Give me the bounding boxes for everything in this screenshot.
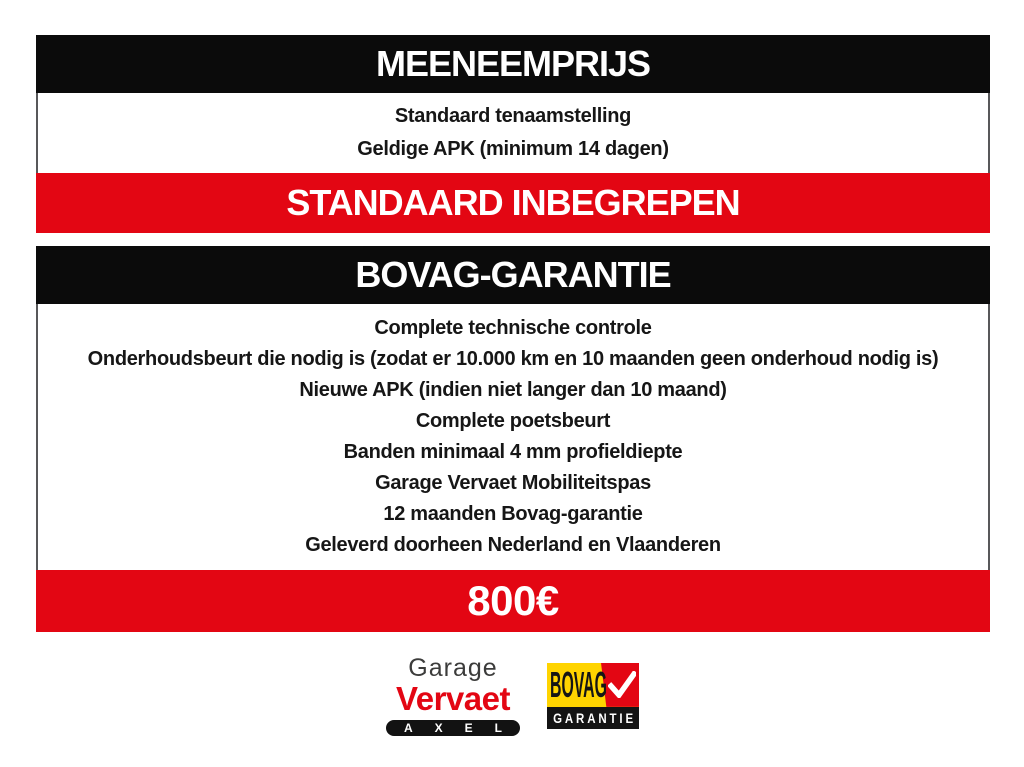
- garage-vervaet-axel-label: AXEL: [403, 720, 524, 735]
- section-bovag-garantie: [36, 246, 990, 632]
- footer-logos: [0, 656, 1024, 736]
- meeneemprijs-item-list: [36, 93, 990, 173]
- flyer-content: [36, 35, 990, 632]
- bovag-logo-bottom: [547, 707, 639, 729]
- checkmark-icon: [608, 671, 636, 698]
- bovag-garantie-logo: [547, 663, 639, 729]
- list-item: Nieuwe APK (indien niet langer dan 10 maand): [299, 379, 727, 401]
- list-item: Complete poetsbeurt: [415, 410, 611, 432]
- garage-vervaet-logo-line2: Vervaet: [396, 680, 510, 717]
- list-item: 12 maanden Bovag-garantie: [383, 503, 643, 525]
- bovag-logo-top: [547, 663, 639, 707]
- banner-standaard-inbegrepen: STANDAARD INBEGREPEN: [36, 173, 990, 233]
- garage-vervaet-axel-badge: [386, 720, 524, 736]
- bovag-logo-brand: BOVAG: [550, 663, 607, 705]
- list-item: Banden minimaal 4 mm profieldiepte: [343, 441, 683, 463]
- section-title-meeneemprijs: MEENEEMPRIJS: [36, 35, 990, 93]
- list-item: Standaard tenaamstelling: [394, 105, 632, 127]
- bovag-garantie-item-list: [36, 304, 990, 570]
- list-item: Geleverd doorheen Nederland en Vlaanderen: [305, 534, 721, 556]
- garage-vervaet-logo: [385, 654, 524, 736]
- list-item: Onderhoudsbeurt die nodig is (zodat er 10.000 km en 10 maanden geen onderhoud nodig is): [87, 348, 939, 370]
- section-title-bovag-garantie: BOVAG-GARANTIE: [36, 246, 990, 304]
- section-meeneemprijs: [36, 35, 990, 233]
- list-item: Geldige APK (minimum 14 dagen): [357, 138, 669, 160]
- banner-price: 800€: [36, 570, 990, 632]
- garage-vervaet-logo-line1: Garage: [408, 654, 498, 682]
- list-item: Garage Vervaet Mobiliteitspas: [375, 472, 651, 494]
- list-item: Complete technische controle: [374, 317, 652, 339]
- bovag-logo-label: GARANTIE: [553, 709, 637, 726]
